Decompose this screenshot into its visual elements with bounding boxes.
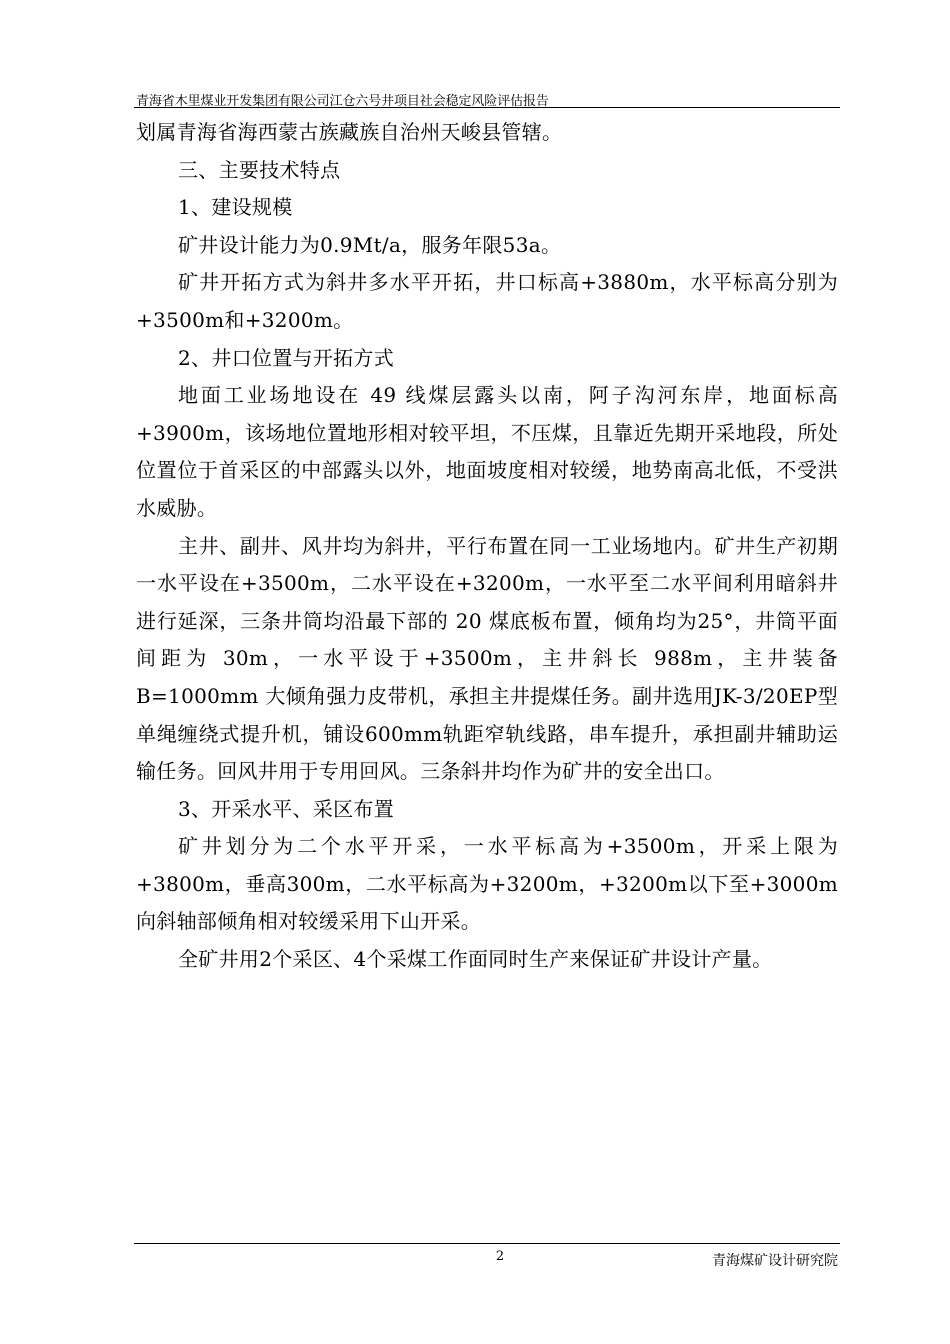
footer-divider <box>134 1243 840 1244</box>
paragraph-surface-site: 地面工业场地设在 49 线煤层露头以南，阿子沟河东岸，地面标高+3900m，该场地位置地形相对较平坦，不压煤，且靠近先期开采地段，所处位置位于首采区的中部露头以外，地面坡度相对较缓，地势南高北低，不受洪水威胁。 <box>136 383 838 520</box>
running-header: 青海省木里煤业开发集团有限公司江仓六号井项目社会稳定风险评估报告 <box>136 94 549 109</box>
section-heading-technical-features: 三、主要技术特点 <box>178 157 341 182</box>
header-divider <box>134 107 840 108</box>
paragraph-development-method: 矿井开拓方式为斜井多水平开拓，井口标高+3880m，水平标高分别为+3500m和+3200m。 <box>136 270 838 332</box>
document-body <box>136 114 838 979</box>
subheading-construction-scale: 1、建设规模 <box>178 195 293 220</box>
paragraph-design-capacity: 矿井设计能力为0.9Mt/a，服务年限53a。 <box>178 232 562 257</box>
paragraph-shafts: 主井、副井、风井均为斜井，平行布置在同一工业场地内。矿井生产初期一水平设在+3500m，二水平设在+3200m，一水平至二水平间利用暗斜井进行延深，三条井筒均沿最下部的 20 煤底板布置，倾角均为25°，井筒平面间距为 30m，一水平设于+3500m，主井斜长 988m，主井装备 B=1000mm 大倾角强力皮带机，承担主井提煤任务。副井选用JK-3/20EP型单绳缠绕式提升机，铺设600mm轨距窄轨线路，串车提升，承担副井辅助运输任务。回风井用于专用回风。三条斜井均作为矿井的安全出口。 <box>136 533 838 784</box>
subheading-shaft-location: 2、井口位置与开拓方式 <box>178 345 395 370</box>
paragraph-mining-levels: 矿井划分为二个水平开采，一水平标高为+3500m，开采上限为+3800m，垂高300m，二水平标高为+3200m，+3200m以下至+3000m向斜轴部倾角相对较缓采用下山开采。 <box>136 834 838 934</box>
subheading-mining-levels: 3、开采水平、采区布置 <box>178 796 395 821</box>
page-number: 2 <box>495 1249 505 1264</box>
paragraph-continuation: 划属青海省海西蒙古族藏族自治州天峻县管辖。 <box>136 120 563 144</box>
footer-organization: 青海煤矿设计研究院 <box>712 1253 838 1269</box>
paragraph-working-faces: 全矿井用2个采区、4个采煤工作面同时生产来保证矿井设计产量。 <box>178 947 773 972</box>
